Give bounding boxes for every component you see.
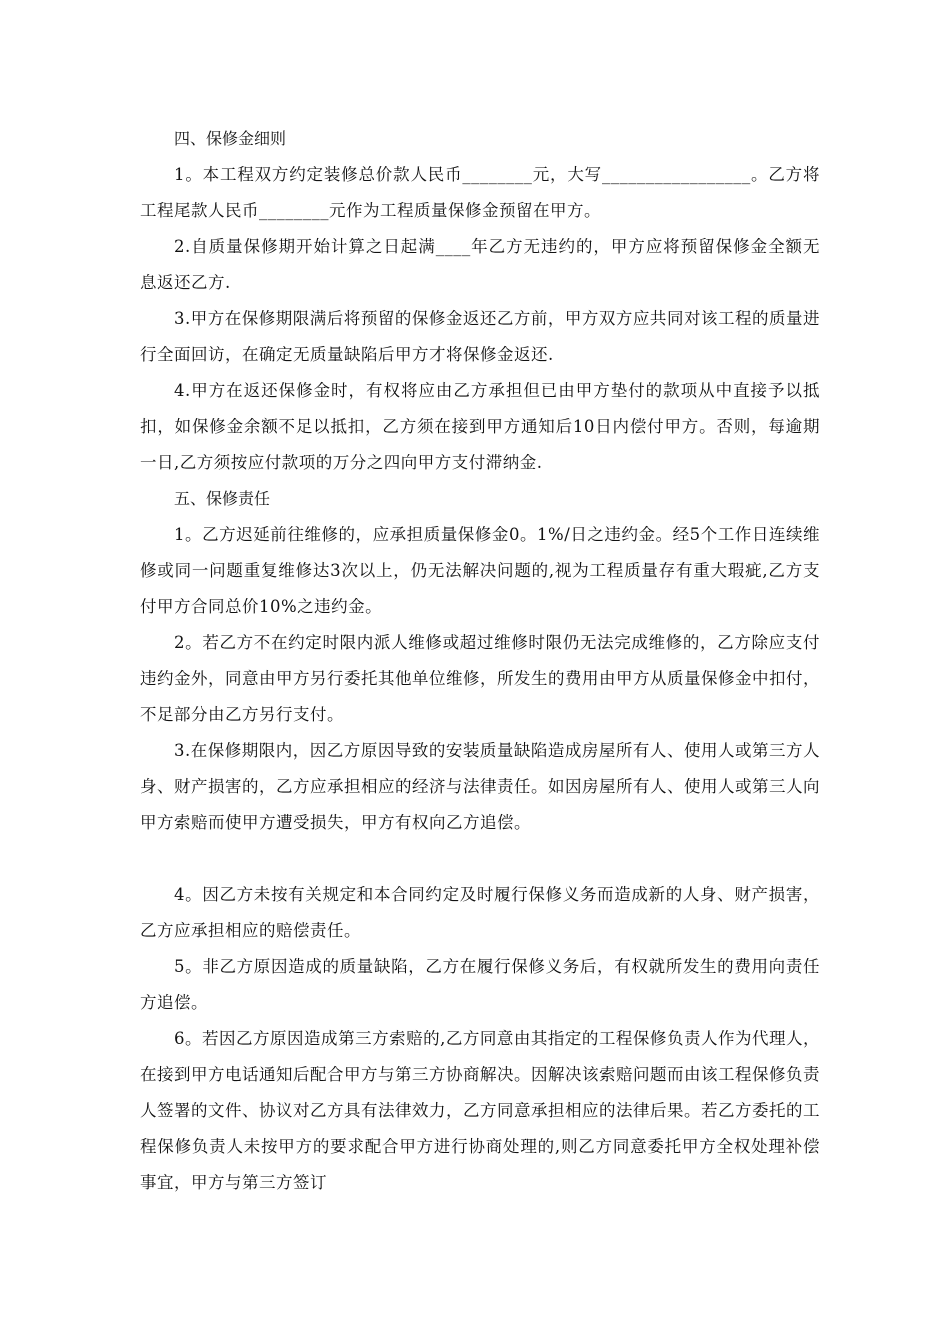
paragraph-5-6: 6。若因乙方原因造成第三方索赔的,乙方同意由其指定的工程保修负责人作为代理人，在接到甲方电话通知后配合甲方与第三方协商解决。因解决该索赔问题而由该工程保修负责人签署的文件、协议对乙方具有法律效力，乙方同意承担相应的法律后果。若乙方委托的工程保修负责人未按甲方的要求配合甲方进行协商处理的,则乙方同意委托甲方全权处理补偿事宜，甲方与第三方签订	[140, 1029, 820, 1192]
paragraph-5-4: 4。因乙方未按有关规定和本合同约定及时履行保修义务而造成新的人身、财产损害，乙方应承担相应的赔偿责任。	[140, 885, 820, 940]
section-heading-warranty-deposit: 四、保修金细则	[174, 129, 287, 148]
blank-line	[140, 841, 820, 877]
paragraph-4-2: 2.自质量保修期开始计算之日起满____年乙方无违约的，甲方应将预留保修金全额无息返还乙方.	[140, 237, 820, 292]
paragraph-5-3: 3.在保修期限内，因乙方原因导致的安装质量缺陷造成房屋所有人、使用人或第三方人身、财产损害的，乙方应承担相应的经济与法律责任。如因房屋所有人、使用人或第三人向甲方索赔而使甲方遭受损失，甲方有权向乙方追偿。	[140, 741, 820, 832]
paragraph-4-4: 4.甲方在返还保修金时，有权将应由乙方承担但已由甲方垫付的款项从中直接予以抵扣，如保修金余额不足以抵扣，乙方须在接到甲方通知后10日内偿付甲方。否则，每逾期一日,乙方须按应付款项的万分之四向甲方支付滞纳金.	[140, 381, 820, 472]
document-body	[140, 121, 820, 1201]
paragraph-5-5: 5。非乙方原因造成的质量缺陷，乙方在履行保修义务后，有权就所发生的费用向责任方追偿。	[140, 957, 820, 1012]
paragraph-5-1: 1。乙方迟延前往维修的，应承担质量保修金0。1%/日之违约金。经5个工作日连续维修或同一问题重复维修达3次以上，仍无法解决问题的,视为工程质量存有重大瑕疵,乙方支付甲方合同总价10%之违约金。	[140, 525, 820, 616]
paragraph-4-3: 3.甲方在保修期限满后将预留的保修金返还乙方前，甲方双方应共同对该工程的质量进行全面回访，在确定无质量缺陷后甲方才将保修金返还.	[140, 309, 820, 364]
paragraph-5-2: 2。若乙方不在约定时限内派人维修或超过维修时限仍无法完成维修的，乙方除应支付违约金外，同意由甲方另行委托其他单位维修，所发生的费用由甲方从质量保修金中扣付，不足部分由乙方另行支付。	[140, 633, 820, 724]
section-heading-warranty-liability: 五、保修责任	[174, 489, 271, 508]
paragraph-4-1: 1。本工程双方约定装修总价款人民币________元，大写_________________。乙方将工程尾款人民币________元作为工程质量保修金预留在甲方。	[140, 165, 820, 220]
